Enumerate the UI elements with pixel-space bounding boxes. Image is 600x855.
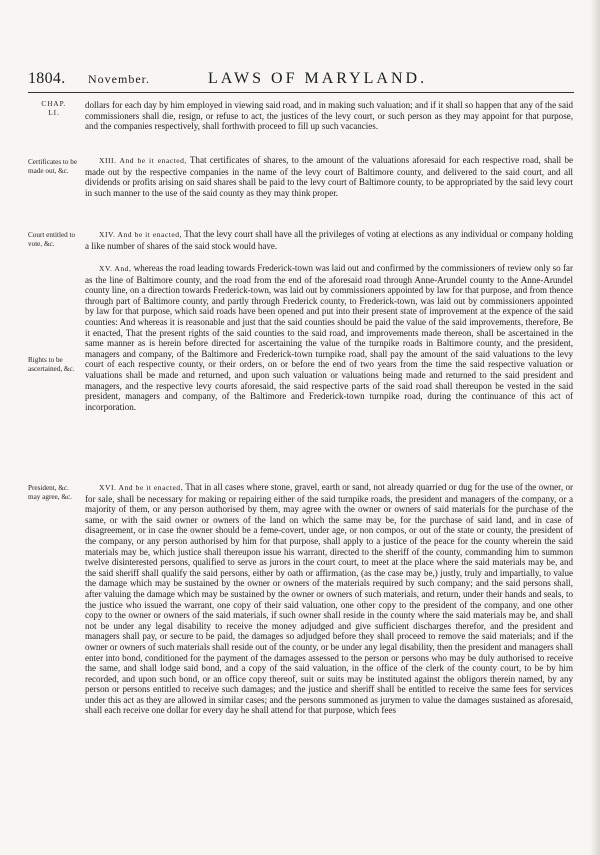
margin-chap xyxy=(28,100,80,117)
margin-court-entitled: Court entitled to vote, &c. xyxy=(28,231,76,248)
paragraph-continuation xyxy=(85,100,573,132)
section-xvi-lead: XVI. And be it enacted, xyxy=(99,483,184,492)
section-xvi xyxy=(85,482,573,716)
margin-certificates: Certificates to be made out, &c. xyxy=(28,158,78,175)
header-rule xyxy=(28,92,574,93)
section-xvi-text: That in all cases where stone, gravel, earth or sand, not already quarried or dug for the use of the owner, or for sale, shall be necessary for making or repairing either of the said turnpike roads, the president and managers of the company, or a majority of them, or any person authorised by them, may agree with the owner or owners of said materials for the purchase of the same, or with the said owner or owners of the land on which the same may be, for the purchase of said land, and in case of disagreement, or in case the owner should be a feme-covert, under age, or non compos, or out of the state or county, the president of the company, or any person authorised by him for that purpose, shall apply to a justice of the peace for the county wherein the said materials may be, which justice shall thereupon issue his warrant, directed to the sheriff of the county, commanding him to summon twelve disinterested persons, qualified to serve as jurors in the court court, to meet at the place where the said materials may be, and the said sheriff shall qualify the said persons, either by oath or affirmation, (as the case may be,) justly, truly and impartially, to value the damage which may be sustained by the owner or owners of the materials required by such company; and the said persons shall, after valuing the damage which may be sustained by the owner or owners of such materials, and return, under their hands and seals, to the justice who issued the warrant, one copy of their said valuation, one other copy to the president of the company, and one other copy to the owner or owners of the said materials, if such owner shall reside in the county where the said materials may be, and shall not be under any legal disability to receive the money adjudged and give sufficient discharges therefor, and the president and managers shall pay, or secure to be paid, the damages so adjudged before they shall proceed to remove the said materials; and if the owner or owners of such materials shall reside out of the county, or be under any legal disability, then the president and managers shall enter into bond, conditioned for the payment of the damages assessed to the person or persons who may be duly authorised to receive the same, and shall lodge said bond, and a copy of the said valuation, in the office of the clerk of the county court, to be by him recorded, and upon such bond, or an office copy thereof, suit or suits may be instituted against the obligors therein named, by any person or persons entitled to receive such damages; and the justice and sheriff shall be entitled to receive the same fees for services under this act as they are allowed in similar cases; and the persons summoned as jurymen to value the damages sustained as aforesaid, shall each receive one dollar for every day he shall attend for that purpose, which fees xyxy=(85,482,573,716)
section-xv xyxy=(85,263,573,412)
header-title: LAWS OF MARYLAND. xyxy=(208,70,428,87)
margin-chap-number: LI. xyxy=(48,108,60,117)
section-xiv xyxy=(85,229,573,251)
page-edge-shadow xyxy=(590,0,600,855)
margin-president: President, &c. may agree, &c. xyxy=(28,484,72,501)
section-xiii-text: That certificates of shares, to the amount of the valuations aforesaid for each respective road, shall be made out by the respective companies in the name of the levy court of Baltimore county, and delivered to the said court, and all dividends or profits arising on said shares shall be paid to the levy court of Baltimore county, to be appropriated by the said levy court in such manner to the use of the said county as they may think proper. xyxy=(85,155,573,198)
section-xv-lead: XV. And, xyxy=(99,264,132,273)
margin-chap-label: CHAP. xyxy=(41,100,67,108)
section-xv-text: whereas the road leading towards Frederick-town was laid out and confirmed by the commissioners of review only so far as the line of Baltimore county, and the road from the end of the aforesaid road through Anne-Arundel county to the Anne-Arundel county line, on a direction towards Frederick-town, was laid out by commissioners appointed by law for that purpose, and from thence through part of Baltimore county, and partly through Frederick county, to Frederick-town, was laid out by commissioners appointed by law for that purpose, which said roads have been opened and put into their present state of improvement at the expence of the said counties: And whereas it is reasonable and just that the said counties should be paid the value of the said improvements, therefore, Be it enacted, That the present rights of the said counties to the said road, and improvements made thereon, shall be ascertained in the same manner as is herein before directed for ascertaining the value of the turnpike roads in Baltimore county, and the president, managers and company, of the Baltimore and Frederick-town turnpike road, shall pay the amount of the said valuations to the levy court of each respective county, or their orders, on or before the end of two years from the time the said respective valuation or valuations shall be made and returned, and upon such valuation or valuations being made and returned to the said president and managers, and the respective levy courts aforesaid, the said respective parts of the said road shall thereupon be vested in the said president, managers and company, of the Baltimore and Frederick-town turnpike road, during the continuance of this act of incorporation. xyxy=(85,263,573,412)
header-month: November. xyxy=(88,72,150,86)
page-header xyxy=(28,70,568,92)
section-xiv-text: That the levy court shall have all the privileges of voting at elections as any individual or company holding a like number of shares of the said stock would have. xyxy=(85,229,573,251)
section-xiii xyxy=(85,155,573,198)
section-xiv-lead: XIV. And be it enacted, xyxy=(99,230,182,239)
paragraph-continuation-text: dollars for each day by him employed in viewing said road, and in making such valuation; and if it shall so happen that any of the said commissioners shall die, resign, or refuse to act, the justices of the levy court, or such person as they may appoint for that purpose, and the companies respectively, shall forthwith proceed to fill up such vacancies. xyxy=(85,100,573,132)
header-year: 1804. xyxy=(28,70,66,87)
margin-rights: Rights to be ascertained, &c. xyxy=(28,356,75,373)
section-xiii-lead: XIII. And be it enacted, xyxy=(99,156,187,165)
